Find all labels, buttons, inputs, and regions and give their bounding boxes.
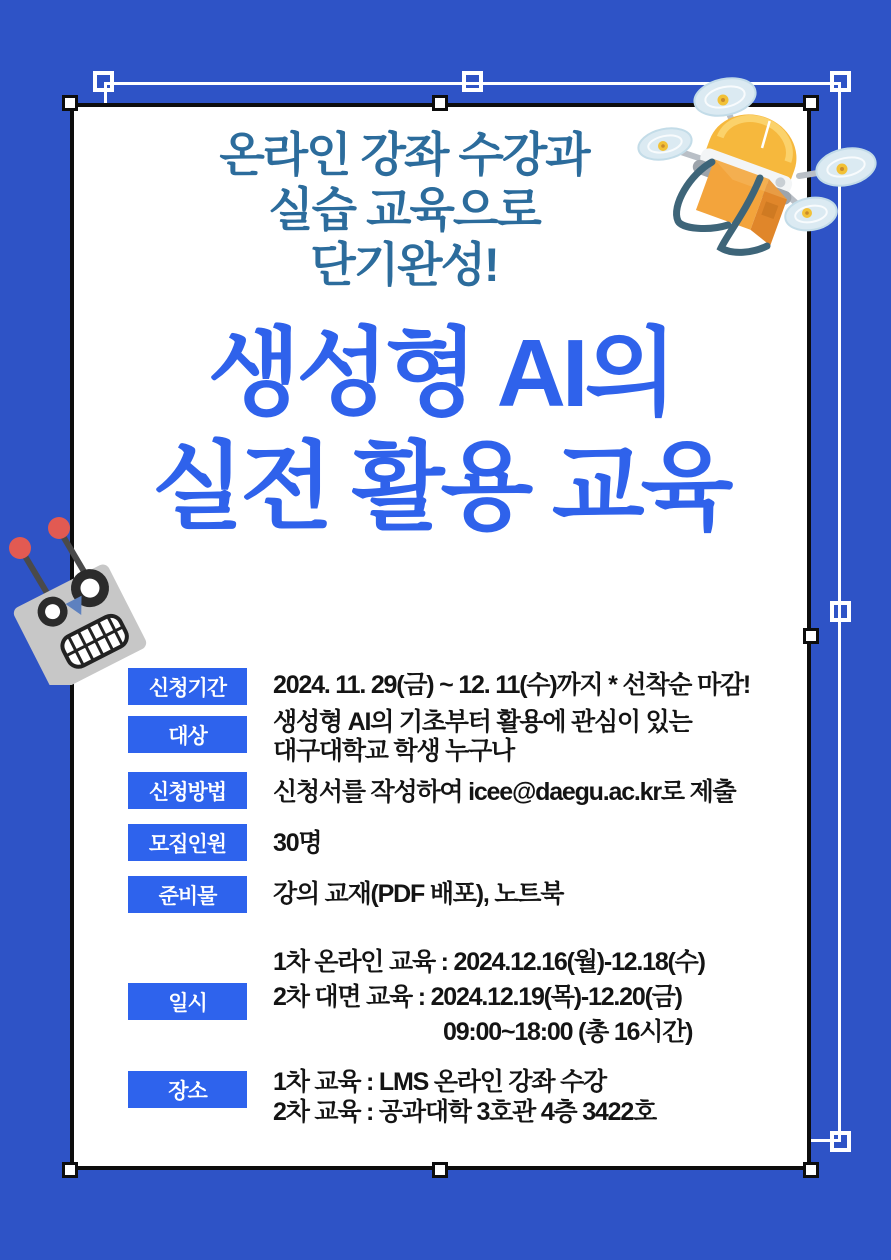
label-materials: 준비물: [128, 876, 247, 913]
schedule-line-3: 09:00~18:00 (총 16시간): [443, 1018, 693, 1046]
text-target: [273, 708, 692, 766]
resize-handle-outer-bottom-right[interactable]: [830, 1131, 851, 1152]
poster-title: [74, 317, 807, 545]
target-line-1: 생성형 AI의 기초부터 활용에 관심이 있는: [273, 708, 692, 736]
resize-handle-outer-mid-right[interactable]: [830, 601, 851, 622]
tagline-line-3: 단기완성!: [310, 238, 498, 291]
apply-method-line: 신청서를 작성하여 icee@daegu.ac.kr로 제출: [273, 778, 736, 806]
materials-line: 강의 교재(PDF 배포), 노트북: [273, 880, 564, 908]
resize-handle-outer-top-center[interactable]: [462, 71, 483, 92]
label-apply-period: 신청기간: [128, 668, 247, 705]
resize-handle-poster-top-left[interactable]: [62, 95, 78, 111]
text-materials: [273, 879, 563, 909]
delivery-drone-icon: [595, 70, 891, 315]
resize-handle-poster-mid-right[interactable]: [803, 628, 819, 644]
target-line-2: 대구대학교 학생 누구나: [273, 737, 514, 765]
schedule-line-2: 2차 대면 교육 : 2024.12.19(목)-12.20(금): [273, 983, 682, 1011]
text-capacity: [273, 828, 321, 858]
label-target: 대상: [128, 716, 247, 753]
propeller-right: [813, 143, 879, 191]
resize-handle-outer-top-left[interactable]: [93, 71, 114, 92]
title-line-2: 실전 활용 교육: [151, 434, 730, 541]
capacity-line: 30명: [273, 829, 322, 857]
schedule-line-1: 1차 온라인 교육 : 2024.12.16(월)-12.18(수): [273, 948, 705, 976]
robot-head-icon: [0, 495, 170, 685]
text-location: [273, 1067, 656, 1127]
resize-handle-poster-bottom-right[interactable]: [803, 1162, 819, 1178]
location-line-1: 1차 교육 : LMS 온라인 강좌 수강: [273, 1068, 606, 1096]
title-line-1: 생성형 AI의: [207, 320, 674, 427]
label-location: 장소: [128, 1071, 247, 1108]
text-schedule: [273, 945, 705, 1050]
apply-period-line: 2024. 11. 29(금) ~ 12. 11(수)까지 * 선착순 마감!: [273, 671, 750, 699]
propeller-top: [691, 73, 759, 121]
propeller-left: [635, 124, 694, 165]
tagline-line-1: 온라인 강좌 수강과: [219, 128, 589, 181]
label-schedule: 일시: [128, 983, 247, 1020]
location-line-2: 2차 교육 : 공과대학 3호관 4층 3422호: [273, 1098, 656, 1126]
label-capacity: 모집인원: [128, 824, 247, 861]
resize-handle-poster-top-center[interactable]: [432, 95, 448, 111]
label-apply-method: 신청방법: [128, 772, 247, 809]
text-apply-period: [273, 670, 750, 700]
text-apply-method: [273, 777, 735, 807]
resize-handle-poster-bottom-left[interactable]: [62, 1162, 78, 1178]
tagline-line-2: 실습 교육으로: [268, 183, 540, 236]
resize-handle-poster-bottom-center[interactable]: [432, 1162, 448, 1178]
